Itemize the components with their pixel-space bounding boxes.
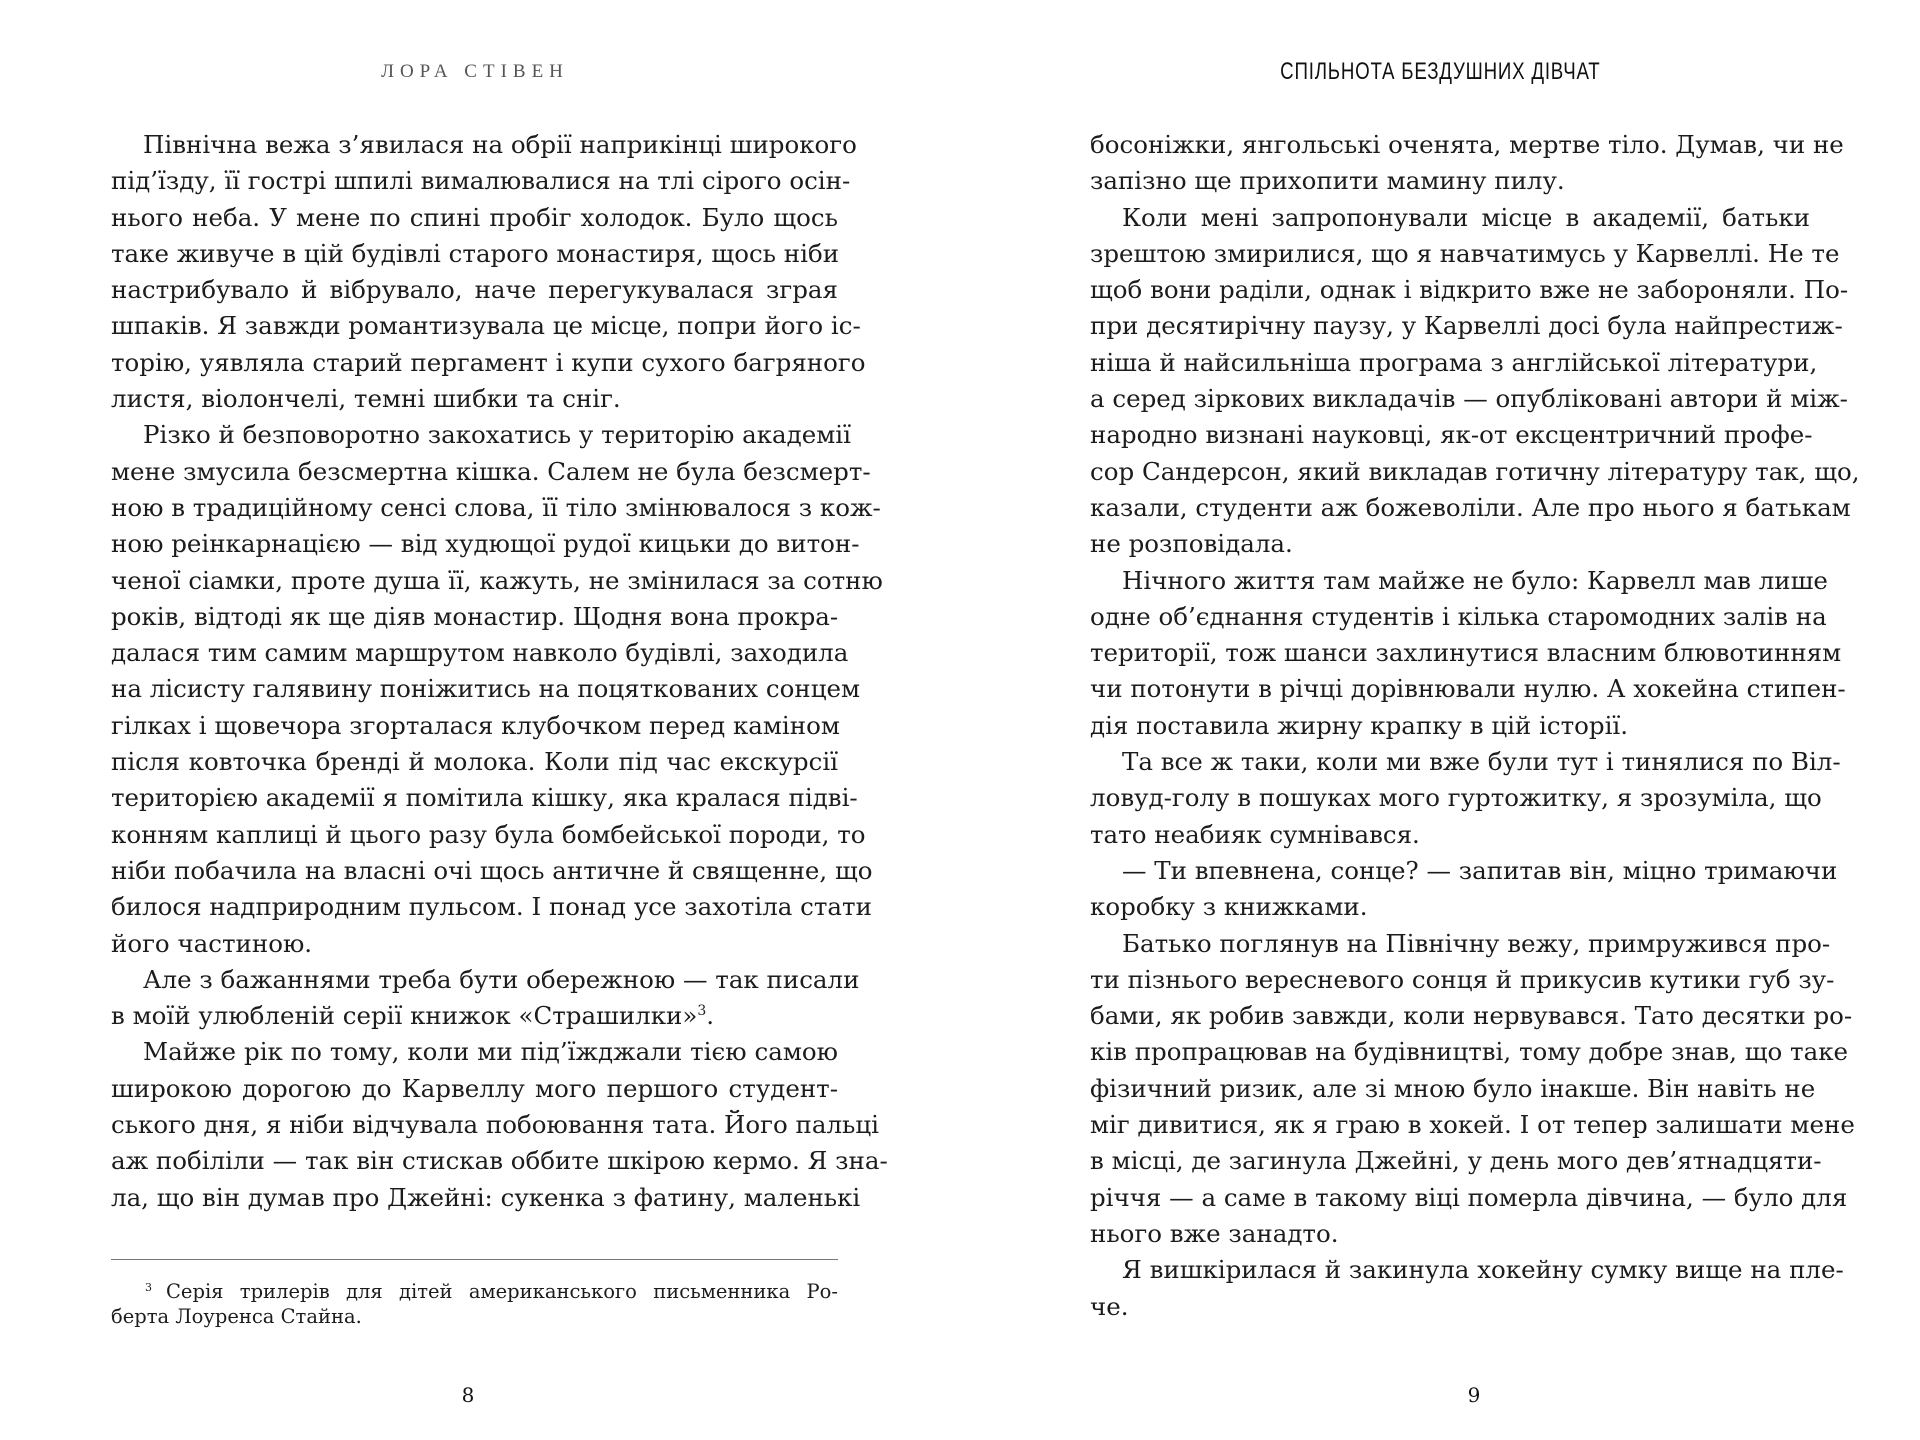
text-line [111, 853, 873, 889]
line-text: території, тож шанси захлинутися власним блювотинням [1090, 638, 1842, 668]
line-text: ського дня, я ніби відчувала побоювання тата. Його пальці [111, 1110, 879, 1140]
line-text: річчя — а саме в такому віці померла дівчина, — було для [1090, 1182, 1848, 1212]
text-line [111, 1071, 838, 1107]
line-text: босоніжки, янгольські оченята, мертве тіло. Думав, чи не [1090, 130, 1844, 159]
text-line [111, 345, 866, 381]
punctuation: . [706, 1001, 715, 1031]
text-line [1090, 1071, 1816, 1107]
text-line [1090, 817, 1810, 853]
text-line [111, 1034, 838, 1070]
text-line [1090, 599, 1827, 635]
text-line [1090, 163, 1810, 199]
text-line [1090, 744, 1841, 780]
text-line [111, 163, 851, 199]
text-line [1090, 563, 1828, 599]
line-text: міг дивитися, як я граю в хокей. І от тепер залишати мене [1090, 1110, 1855, 1140]
line-text: чи потонути в річці дорівнювали нулю. А хокейна стипен- [1090, 674, 1846, 704]
text-line [1090, 454, 1860, 490]
line-text: Але з бажаннями треба бути обережною — так писали [143, 964, 860, 994]
line-text: Нічного життя там майже не було: Карвелл мав лише [1122, 565, 1828, 595]
text-line [1090, 490, 1851, 526]
page-number: 8 [461, 1383, 475, 1407]
text-line [1090, 308, 1843, 344]
text-line [111, 599, 838, 635]
text-line [1090, 708, 1810, 744]
line-text: зрештою змирилися, що я навчатимусь у Карвеллі. Не те [1090, 238, 1840, 268]
text-line [1090, 526, 1810, 562]
line-text: — Ти впевнена, сонце? — запитав він, міцно тримаючи [1122, 855, 1838, 885]
text-line [111, 490, 881, 526]
text-line [111, 926, 838, 962]
line-text: ла, що він думав про Джейні: сукенка з фатину, маленькі [111, 1182, 861, 1212]
line-text: гілках і щовечора згорталася клубочком перед каміном [111, 710, 840, 740]
line-text: щоб вони раділи, однак і відкрито вже не забороняли. По- [1090, 275, 1849, 305]
text-line [111, 1107, 879, 1143]
author-name: ЛОРА СТІВЕН [381, 61, 569, 82]
line-text: запізно ще прихопити мамину пилу. [1090, 166, 1565, 196]
line-text: нього неба. У мене по спині пробіг холодок. Було щось [111, 202, 838, 232]
text-line [111, 962, 860, 998]
line-text: при десятирічну паузу, у Карвеллі досі була найпрестиж- [1090, 311, 1843, 341]
text-line [1090, 853, 1838, 889]
line-text: нього вже занадто. [1090, 1218, 1339, 1248]
text-line [1090, 1180, 1848, 1216]
text-line [111, 708, 838, 744]
footnote-line [111, 1273, 838, 1302]
line-text: широкою дорогою до Карвеллу мого першого студент- [111, 1073, 838, 1103]
text-line [1090, 1143, 1822, 1179]
line-text: листя, віолончелі, темні шибки та сніг. [111, 384, 621, 414]
line-text: в моїй улюбленій серії книжок «Страшилки» [111, 1001, 698, 1031]
line-text: його частиною. [111, 928, 313, 958]
text-line [1090, 998, 1853, 1034]
footnote-reference[interactable]: 3 [697, 1003, 707, 1020]
text-line [111, 563, 883, 599]
line-text: аж побіліли — так він стискав оббите шкірою кермо. Я зна- [111, 1146, 888, 1176]
line-text: років, відтоді як ще діяв монастир. Щодня вона прокра- [111, 601, 839, 631]
line-text: в місці, де загинула Джейні, у день мого дев’ятнадцяти- [1090, 1146, 1822, 1176]
text-line [111, 526, 860, 562]
right-page [960, 0, 1920, 1440]
text-line [1090, 889, 1810, 925]
text-line [111, 671, 861, 707]
footnote-line [111, 1302, 838, 1331]
text-line [111, 454, 871, 490]
line-text: ловуд-голу в пошуках мого гуртожитку, я зрозуміла, що [1090, 783, 1822, 813]
line-text: фізичний ризик, але зі мною було інакше. Він навіть не [1090, 1073, 1816, 1103]
line-text: Різко й безповоротно закохатись у територію академії [143, 420, 851, 450]
line-text: шпаків. Я завжди романтизувала це місце, попри його іс- [111, 311, 861, 341]
line-text: одне об’єднання студентів і кілька старомодних залів на [1090, 601, 1827, 631]
line-text: таке живуче в цій будівлі старого монастиря, щось ніби [111, 238, 840, 268]
text-line [1090, 345, 1818, 381]
text-line [111, 744, 838, 780]
text-line [111, 200, 838, 236]
line-text: не розповідала. [1090, 529, 1293, 559]
text-line [111, 780, 858, 816]
line-text: настрибувало й вібрувало, наче перегукувалася зграя [111, 275, 838, 305]
line-text: сор Сандерсон, який викладав готичну літературу так, що, [1090, 456, 1860, 486]
line-text: ною реінкарнацією — від худющої рудої кицьки до витон- [111, 529, 860, 559]
line-text: ченої сіамки, проте душа її, кажуть, не змінилася за сотню [111, 565, 883, 595]
running-head-title [960, 52, 1920, 94]
text-line [1090, 1107, 1855, 1143]
text-line [1090, 1216, 1810, 1252]
footnote-divider [111, 1259, 838, 1260]
text-line [1090, 1034, 1849, 1070]
line-text: конням каплиці й цього разу була бомбейської породи, то [111, 819, 866, 849]
text-line [1090, 417, 1813, 453]
line-text: ніша й найсильніша програма з англійської літератури, [1090, 347, 1818, 377]
line-text: мене змусила безсмертна кішка. Салем не була безсмерт- [111, 456, 871, 486]
line-text: Я вишкірилася й закинула хокейну сумку вище на пле- [1122, 1255, 1844, 1285]
line-text: на лісисту галявину поніжитись на поцяткованих сонцем [111, 674, 861, 704]
left-page-body-text [111, 127, 888, 1216]
running-head-author [0, 52, 960, 92]
text-line [1090, 926, 1831, 962]
text-line [111, 1180, 861, 1216]
line-text: а серед зіркових викладачів — опубліковані автори й між- [1090, 384, 1848, 414]
text-line [111, 381, 838, 417]
line-text: під’їзду, її гострі шпилі вималювалися на тлі сірого осін- [111, 166, 851, 196]
text-line [111, 817, 866, 853]
line-text: Коли мені запропонували місце в академії, батьки [1122, 202, 1810, 232]
line-text: ною в традиційному сенсі слова, її тіло змінювалося з кож- [111, 492, 881, 522]
text-line [1090, 236, 1840, 272]
text-line [111, 889, 872, 925]
line-text: ти пізнього вересневого сонця й прикусив кутики губ зу- [1090, 964, 1835, 994]
page-number: 9 [1467, 1383, 1481, 1407]
text-line [1090, 1252, 1844, 1288]
line-text: тато неабияк сумнівався. [1090, 819, 1420, 849]
footnote-text: берта Лоуренса Стайна. [111, 1305, 362, 1328]
text-line [111, 127, 857, 163]
text-line [111, 236, 838, 272]
footnote-block [111, 1273, 838, 1331]
text-line [1090, 1289, 1810, 1325]
line-text: коробку з книжками. [1090, 892, 1368, 922]
line-text: Та все ж таки, коли ми вже були тут і тинялися по Віл- [1122, 747, 1841, 777]
text-line [111, 272, 838, 308]
line-text: че. [1090, 1291, 1129, 1321]
line-text: бами, як робив завжди, коли нервувався. Тато десятки ро- [1090, 1001, 1853, 1031]
text-line [1090, 272, 1849, 308]
text-line [1090, 127, 1844, 163]
text-line [111, 1143, 888, 1179]
text-line [1090, 635, 1842, 671]
line-text: після ковточка бренді й молока. Коли під час екскурсії [111, 747, 838, 777]
footnote-text: Серія трилерів для дітей американського письменника Ро- [166, 1280, 838, 1303]
line-text: Батько поглянув на Північну вежу, примружився про- [1122, 928, 1831, 958]
line-text: торію, уявляла старий пергамент і купи сухого багряного [111, 347, 866, 377]
line-text: Північна вежа з’явилася на обрії наприкінці широкого [143, 130, 857, 159]
line-text: казали, студенти аж божеволіли. Але про нього я батькам [1090, 492, 1851, 522]
text-line [1090, 780, 1822, 816]
text-line [111, 998, 838, 1034]
text-line [111, 417, 851, 453]
book-title: СПІЛЬНОТА БЕЗДУШНИХ ДІВЧАТ [1279, 58, 1601, 85]
text-line [1090, 962, 1835, 998]
line-text: ків пропрацював на будівництві, тому добре знав, що таке [1090, 1037, 1849, 1067]
line-text: народно визнані науковці, як-от ексцентричний профе- [1090, 420, 1813, 450]
text-line [1090, 671, 1846, 707]
line-text: Майже рік по тому, коли ми під’їжджали тією самою [143, 1037, 838, 1067]
text-line [1090, 381, 1848, 417]
text-line [1090, 200, 1810, 236]
text-line [111, 308, 861, 344]
line-text: билося надприродним пульсом. І понад усе захотіла стати [111, 892, 872, 922]
text-line [111, 635, 849, 671]
line-text: територією академії я помітила кішку, яка кралася підві- [111, 783, 858, 813]
line-text: ніби побачила на власні очі щось античне й священне, що [111, 855, 873, 885]
line-text: дія поставила жирну крапку в цій історії. [1090, 710, 1629, 740]
footnote-mark: 3 [145, 1281, 152, 1294]
right-page-body-text [1090, 127, 1860, 1325]
line-text: далася тим самим маршрутом навколо будівлі, заходила [111, 638, 849, 668]
